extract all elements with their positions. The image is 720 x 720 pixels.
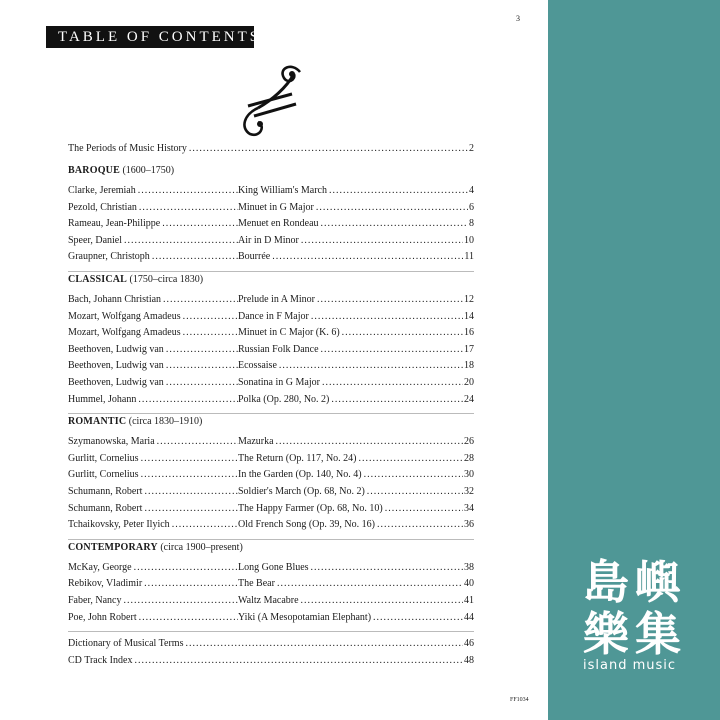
dot-leader bbox=[144, 486, 238, 497]
dot-leader bbox=[331, 394, 463, 405]
composer-name: Tchaikovsky, Peter Ilyich bbox=[68, 519, 170, 531]
composer-cell bbox=[68, 294, 238, 305]
entry-page: 17 bbox=[464, 343, 474, 355]
dot-leader bbox=[189, 143, 468, 154]
composer-cell bbox=[68, 486, 238, 497]
composer-name: Speer, Daniel bbox=[68, 234, 123, 246]
dot-leader bbox=[367, 486, 463, 497]
entry-page: 38 bbox=[464, 561, 474, 573]
piece-title: Prelude in A Minor bbox=[238, 294, 315, 305]
composer-cell bbox=[68, 436, 238, 447]
entry-page: 26 bbox=[464, 436, 474, 448]
dot-leader bbox=[322, 377, 463, 388]
entry-page: 18 bbox=[464, 360, 474, 372]
dot-leader bbox=[134, 655, 463, 666]
piece-title: Long Gone Blues bbox=[238, 561, 309, 573]
entry-page: 24 bbox=[464, 393, 474, 405]
composer-name: Graupner, Christoph bbox=[68, 251, 150, 263]
entry-page: 34 bbox=[464, 502, 474, 514]
composer-name: Clarke, Jeremiah bbox=[68, 185, 136, 196]
dot-leader bbox=[311, 562, 463, 573]
dot-leader bbox=[166, 377, 238, 388]
piece-title: King William's March bbox=[238, 185, 327, 196]
dot-leader bbox=[311, 311, 463, 322]
dot-leader bbox=[385, 503, 463, 514]
section-heading bbox=[68, 165, 174, 176]
section-divider bbox=[68, 631, 474, 632]
composer-name: Hummel, Johann bbox=[68, 393, 137, 405]
toc-row bbox=[68, 251, 474, 265]
entry-page: 8 bbox=[469, 218, 474, 230]
dot-leader bbox=[183, 311, 238, 322]
dot-leader bbox=[139, 612, 238, 623]
toc-row bbox=[68, 394, 474, 408]
toc-row bbox=[68, 218, 474, 232]
dot-leader bbox=[152, 251, 238, 262]
toc-row bbox=[68, 294, 474, 308]
logo-subtitle: island music bbox=[583, 658, 677, 673]
composer-cell bbox=[68, 218, 238, 229]
piece-title: The Bear bbox=[238, 578, 275, 590]
toc-row bbox=[68, 377, 474, 391]
section-heading bbox=[68, 542, 243, 553]
logo-line1: 島嶼 bbox=[583, 555, 687, 609]
dot-leader bbox=[172, 519, 238, 530]
section-name: ROMANTIC bbox=[68, 416, 127, 428]
entry-page: 20 bbox=[464, 377, 474, 388]
entry-page: 12 bbox=[464, 294, 474, 305]
piece-title: Ecossaise bbox=[238, 360, 277, 372]
dot-leader bbox=[377, 519, 463, 530]
composer-name: Mozart, Wolfgang Amadeus bbox=[68, 310, 181, 322]
section-divider bbox=[68, 271, 474, 272]
dot-leader bbox=[276, 436, 463, 447]
dot-leader bbox=[342, 327, 463, 338]
toc-row bbox=[68, 311, 474, 325]
section-name: CONTEMPORARY bbox=[68, 541, 158, 553]
toc-row bbox=[68, 519, 474, 533]
composer-name: Schumann, Robert bbox=[68, 502, 143, 514]
entry-page: 36 bbox=[464, 519, 474, 531]
piece-title: The Happy Farmer (Op. 68, No. 10) bbox=[238, 502, 383, 514]
toc-row bbox=[68, 562, 474, 576]
entry-page: 46 bbox=[464, 638, 474, 650]
piece-title: Bourrée bbox=[238, 251, 271, 263]
island-music-logo bbox=[583, 556, 691, 673]
dot-leader bbox=[183, 327, 238, 338]
entry-page: 16 bbox=[464, 327, 474, 339]
toc-footer-row bbox=[68, 655, 474, 669]
page-number: 3 bbox=[516, 14, 520, 23]
dot-leader bbox=[316, 202, 468, 213]
toc-row bbox=[68, 327, 474, 341]
dot-leader bbox=[166, 360, 238, 371]
dot-leader bbox=[124, 235, 238, 246]
dot-leader bbox=[162, 218, 238, 229]
entry-page: 41 bbox=[464, 595, 474, 606]
composer-cell bbox=[68, 503, 238, 514]
composer-name: McKay, George bbox=[68, 561, 132, 573]
toc-footer-row bbox=[68, 638, 474, 652]
dot-leader bbox=[272, 251, 463, 262]
piece-title: Menuet en Rondeau bbox=[238, 218, 319, 230]
composer-name: Beethoven, Ludwig van bbox=[68, 377, 164, 388]
entry-page: 32 bbox=[464, 486, 474, 497]
composer-cell bbox=[68, 311, 238, 322]
composer-cell bbox=[68, 595, 238, 606]
entry-page: 4 bbox=[469, 185, 474, 196]
logo-line2: 樂集 bbox=[583, 607, 687, 661]
piece-title: Yiki (A Mesopotamian Elephant) bbox=[238, 611, 372, 623]
dot-leader bbox=[134, 562, 238, 573]
entry-title: CD Track Index bbox=[68, 654, 133, 666]
section-heading bbox=[68, 416, 202, 427]
composer-name: Rameau, Jean-Philippe bbox=[68, 218, 161, 230]
dot-leader bbox=[317, 294, 463, 305]
piece-title: Mazurka bbox=[238, 436, 274, 448]
composer-name: Bach, Johann Christian bbox=[68, 294, 162, 305]
dot-leader bbox=[301, 235, 463, 246]
composer-cell bbox=[68, 578, 238, 589]
dot-leader bbox=[141, 469, 238, 480]
toc-row bbox=[68, 469, 474, 483]
dot-leader bbox=[373, 612, 463, 623]
piece-title: Waltz Macabre bbox=[238, 595, 299, 606]
dot-leader bbox=[139, 202, 238, 213]
toc-intro-row bbox=[68, 143, 474, 157]
composer-cell bbox=[68, 562, 238, 573]
dot-leader bbox=[144, 503, 238, 514]
toc-row bbox=[68, 235, 474, 249]
entry-title: The Periods of Music History bbox=[68, 143, 187, 154]
scroll-ornament-icon bbox=[230, 58, 320, 142]
piece-title: Old French Song (Op. 39, No. 16) bbox=[238, 519, 375, 531]
composer-cell bbox=[68, 612, 238, 623]
composer-name: Pezold, Christian bbox=[68, 201, 137, 213]
piece-title: Russian Folk Dance bbox=[238, 343, 319, 355]
composer-cell bbox=[68, 202, 238, 213]
piece-title: Sonatina in G Major bbox=[238, 377, 320, 388]
toc-row bbox=[68, 360, 474, 374]
dot-leader bbox=[277, 578, 463, 589]
toc-row bbox=[68, 578, 474, 592]
section-name: CLASSICAL bbox=[68, 274, 128, 285]
toc-row bbox=[68, 344, 474, 358]
composer-name: Poe, John Robert bbox=[68, 611, 137, 623]
dot-leader bbox=[321, 218, 468, 229]
section-divider bbox=[68, 539, 474, 540]
toc-row bbox=[68, 453, 474, 467]
entry-page: 6 bbox=[469, 201, 474, 213]
composer-cell bbox=[68, 185, 238, 196]
piece-title: Polka (Op. 280, No. 2) bbox=[238, 393, 330, 405]
composer-cell bbox=[68, 453, 238, 464]
composer-name: Schumann, Robert bbox=[68, 486, 143, 497]
composer-cell bbox=[68, 251, 238, 262]
entry-page: 14 bbox=[464, 310, 474, 322]
toc-row bbox=[68, 595, 474, 609]
composer-name: Faber, Nancy bbox=[68, 595, 122, 606]
composer-cell bbox=[68, 235, 238, 246]
dot-leader bbox=[329, 185, 468, 196]
composer-name: Gurlitt, Cornelius bbox=[68, 469, 139, 481]
dot-leader bbox=[138, 185, 238, 196]
section-range: (circa 1830–1910) bbox=[128, 416, 203, 428]
piece-title: In the Garden (Op. 140, No. 4) bbox=[238, 469, 362, 481]
toc-row bbox=[68, 202, 474, 216]
composer-cell bbox=[68, 360, 238, 371]
page-title: TABLE OF CONTENTS bbox=[58, 29, 262, 45]
catalog-code: FF1034 bbox=[510, 697, 529, 703]
section-range: (1600–1750) bbox=[122, 165, 175, 176]
toc-row bbox=[68, 436, 474, 450]
composer-name: Mozart, Wolfgang Amadeus bbox=[68, 327, 181, 339]
toc-row bbox=[68, 503, 474, 517]
composer-cell bbox=[68, 377, 238, 388]
entry-page: 30 bbox=[464, 469, 474, 481]
entry-page: 44 bbox=[464, 611, 474, 623]
dot-leader bbox=[364, 469, 463, 480]
composer-cell bbox=[68, 469, 238, 480]
dot-leader bbox=[144, 578, 238, 589]
dot-leader bbox=[359, 453, 464, 464]
toc-row bbox=[68, 185, 474, 199]
entry-page: 10 bbox=[464, 234, 474, 246]
entry-title: Dictionary of Musical Terms bbox=[68, 638, 184, 650]
entry-page: 11 bbox=[464, 251, 474, 263]
composer-cell bbox=[68, 327, 238, 338]
composer-cell bbox=[68, 344, 238, 355]
composer-name: Beethoven, Ludwig van bbox=[68, 343, 164, 355]
composer-name: Beethoven, Ludwig van bbox=[68, 360, 164, 372]
section-heading bbox=[68, 274, 203, 285]
toc-row bbox=[68, 612, 474, 626]
dot-leader bbox=[141, 453, 238, 464]
section-divider bbox=[68, 413, 474, 414]
entry-page: 2 bbox=[469, 143, 474, 154]
piece-title: Air in D Minor bbox=[238, 234, 299, 246]
entry-page: 40 bbox=[464, 578, 474, 590]
composer-name: Gurlitt, Cornelius bbox=[68, 452, 139, 464]
composer-cell bbox=[68, 519, 238, 530]
piece-title: Minuet in G Major bbox=[238, 201, 314, 213]
toc-row bbox=[68, 486, 474, 500]
piece-title: The Return (Op. 117, No. 24) bbox=[238, 452, 357, 464]
dot-leader bbox=[163, 294, 238, 305]
entry-page: 48 bbox=[464, 654, 474, 666]
dot-leader bbox=[279, 360, 463, 371]
piece-title: Dance in F Major bbox=[238, 310, 309, 322]
composer-cell bbox=[68, 394, 238, 405]
dot-leader bbox=[321, 344, 463, 355]
section-range: (1750–circa 1830) bbox=[129, 274, 204, 285]
composer-name: Rebikov, Vladimir bbox=[68, 578, 143, 590]
dot-leader bbox=[157, 436, 238, 447]
dot-leader bbox=[123, 595, 238, 606]
dot-leader bbox=[138, 394, 238, 405]
section-range: (circa 1900–present) bbox=[160, 541, 243, 553]
section-name: BAROQUE bbox=[68, 165, 120, 176]
dot-leader bbox=[185, 638, 463, 649]
piece-title: Soldier's March (Op. 68, No. 2) bbox=[238, 486, 365, 497]
dot-leader bbox=[301, 595, 463, 606]
dot-leader bbox=[166, 344, 238, 355]
piece-title: Minuet in C Major (K. 6) bbox=[238, 327, 340, 339]
entry-page: 28 bbox=[464, 452, 474, 464]
composer-name: Szymanowska, Maria bbox=[68, 436, 155, 448]
